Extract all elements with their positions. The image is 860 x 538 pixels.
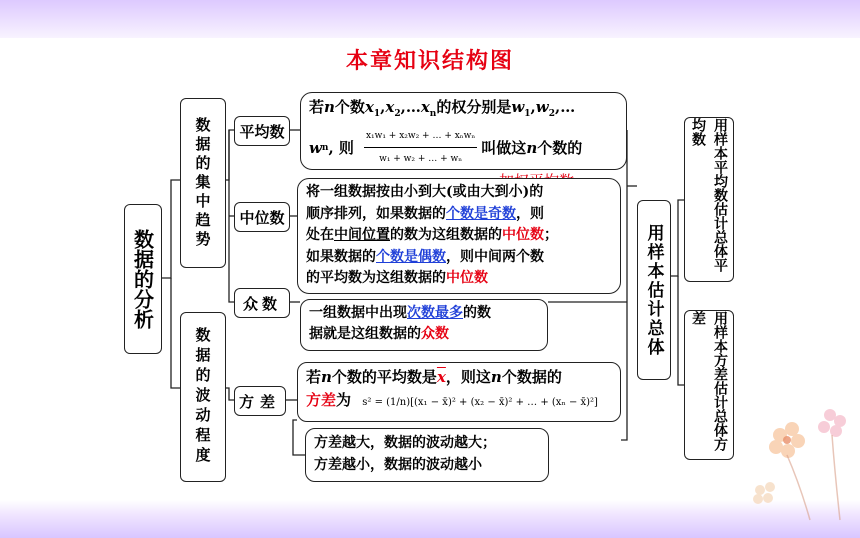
- flower-decoration: [740, 395, 860, 525]
- median-t3-end: ；: [544, 227, 558, 243]
- mean-description: [300, 92, 627, 170]
- estimate-label: 用样本估计总体: [643, 223, 664, 357]
- variance-formula: s² = (1/n)[(x₁ − x̄)² + (x₂ − x̄)² + … + (xₙ − x̄)²]: [362, 397, 598, 408]
- variance-t1d: 个数据的: [501, 368, 562, 386]
- median-label: 中位数: [239, 208, 285, 227]
- mean-line-1: 若n个数$x_1,x_2,\dots x_n$的权分别是$w_1,w_2,\dots$: [309, 98, 576, 119]
- even-count-term: 个数是偶数: [376, 248, 446, 265]
- variance-description: [297, 362, 621, 422]
- central-tendency-label: 数据的集中趋势: [193, 116, 212, 250]
- variance-line-1: 若n个数的平均数是$\overline{x}$，则这n个数据的: [306, 368, 562, 386]
- mean-text-c: 的权分别是: [436, 98, 512, 116]
- page-title: 本章知识结构图: [345, 48, 514, 74]
- mean-text-a: 若: [309, 98, 325, 116]
- mode-line-2: [309, 324, 539, 345]
- weighted-mean-formula: [364, 125, 477, 170]
- median-t3b: 的数为这组数据的: [390, 227, 502, 243]
- median-term-2: 中位数: [446, 270, 488, 286]
- central-tendency-node: [180, 98, 226, 268]
- mode-label: 众数: [242, 294, 281, 313]
- median-t4b: ，则中间两个数: [446, 248, 544, 265]
- variance-label: 方差: [238, 392, 281, 411]
- variance-term: 方差: [306, 391, 337, 409]
- median-t2: 顺序排列，如果数据的: [306, 205, 446, 222]
- most-frequent-term: 次数最多: [407, 305, 463, 321]
- median-t4a: 如果数据的: [306, 248, 376, 265]
- mean-var-n: n: [324, 98, 335, 116]
- variance-t1b: 个数的平均数是: [331, 368, 437, 386]
- median-term-1: 中位数: [502, 227, 544, 243]
- median-line-1: 将一组数据按由小到大(或由大到小)的: [306, 184, 544, 200]
- median-line-3: [306, 225, 612, 247]
- variance-t1a: 若: [306, 368, 322, 386]
- mean-text-b: 个数: [334, 98, 365, 116]
- median-label-box: [234, 202, 290, 232]
- mode-t1b: 的数: [463, 305, 491, 321]
- formula-numerator: x₁w₁ + x₂w₂ + … + xₙwₙ: [364, 125, 477, 148]
- mean-text-d: 叫做这: [481, 138, 527, 157]
- estimate-variance-node: [684, 310, 734, 460]
- mode-t1a: 一组数据中出现: [309, 305, 407, 321]
- root-label: 数据的分析: [130, 229, 155, 329]
- formula-denominator: w₁ + w₂ + … + wₙ: [379, 154, 463, 164]
- mode-description: [300, 299, 548, 351]
- variance-label-box: [234, 386, 286, 416]
- variance-note-line-1: 方差越大，数据的波动越大；: [314, 435, 496, 451]
- median-t5a: 的平均数为这组数据的: [306, 270, 446, 286]
- mean-text-e: 个数的: [537, 138, 583, 157]
- variance-t1c: ，则这: [445, 368, 491, 386]
- variance-note-line-2: 方差越小，数据的波动越小: [314, 457, 482, 473]
- root-node: [124, 204, 162, 354]
- mean-then: 则: [338, 138, 354, 157]
- dispersion-label: 数据的波动程度: [193, 327, 212, 467]
- variance-t2a: 为: [336, 391, 352, 409]
- mean-label-box: [234, 116, 290, 146]
- median-line-5: [306, 268, 612, 290]
- estimate-variance-label: 用样本方差估计总体方差: [690, 311, 728, 451]
- mode-t2a: 据就是这组数据的: [309, 326, 421, 342]
- mode-line-1: [309, 303, 539, 324]
- mode-term: 众数: [421, 326, 449, 342]
- mode-label-box: [234, 288, 290, 318]
- mean-line-2: w n , 则 x₁w₁ + x₂w₂ + … + xₙwₙ w₁ + w₂ + … + wₙ 叫做这 n 个数的: [309, 125, 618, 170]
- estimate-mean-label: 用样本平均数估计总体平均数: [690, 118, 728, 272]
- estimate-mean-node: [684, 117, 734, 282]
- estimate-node: [637, 200, 671, 380]
- median-t2-end: ，则: [516, 205, 544, 222]
- middle-position-term: 中间位置: [334, 227, 390, 243]
- median-description: [297, 178, 621, 294]
- mean-label: 平均数: [239, 122, 285, 141]
- variance-line-2: [306, 389, 612, 414]
- median-line-2: [306, 204, 612, 226]
- dispersion-node: [180, 312, 226, 482]
- median-t3a: 处在: [306, 227, 334, 243]
- median-line-4: [306, 247, 612, 269]
- variance-note: [305, 428, 549, 482]
- odd-count-term: 个数是奇数: [446, 205, 516, 222]
